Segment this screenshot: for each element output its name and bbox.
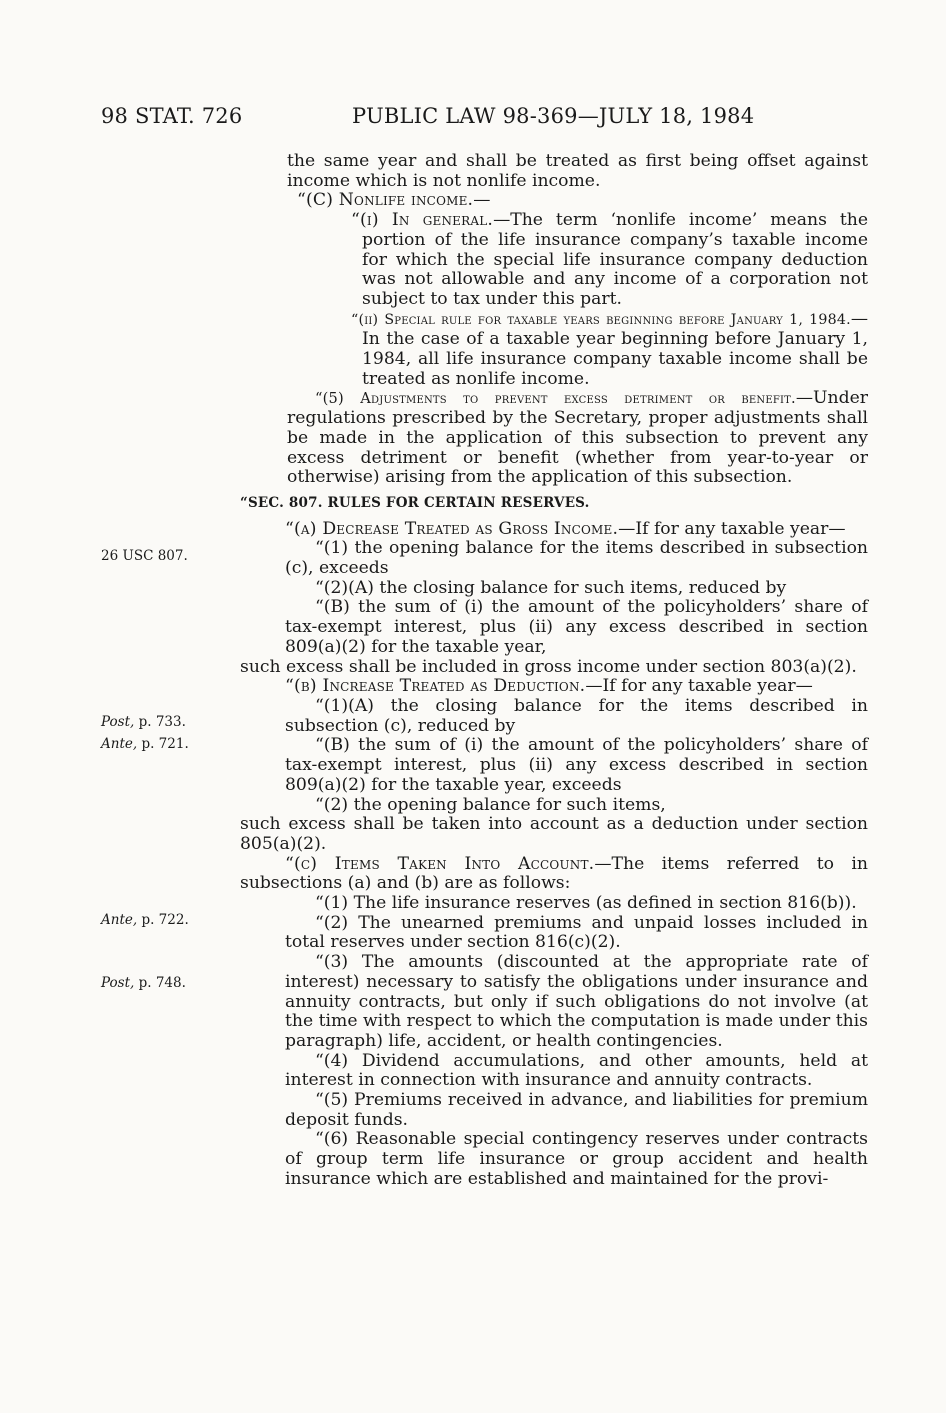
subsection-a: “(a) Decrease Treated as Gross Income.—If for any taxable year— bbox=[285, 518, 846, 539]
margin-note-ante-721: Ante, p. 721. bbox=[101, 736, 189, 752]
subsection-c-2: “(2) The unearned premiums and unpaid losses included in total reserves under section 816(c)(2). bbox=[285, 912, 868, 953]
paragraph-c-ii: “(ii) Special rule for taxable years beginning before January 1, 1984.—In the case of a taxable year beginning before January 1, 1984, all life insurance company taxable income shall be treated as nonlife income. bbox=[351, 308, 868, 389]
section-807-heading: “SEC. 807. RULES FOR CERTAIN RESERVES. bbox=[240, 494, 590, 511]
page-stat-number: 98 STAT. 726 bbox=[101, 104, 243, 128]
subsection-b-1A: “(1)(A) the closing balance for the items described in subsection (c), reduced by bbox=[285, 695, 868, 736]
subsection-b-2: “(2) the opening balance for such items, bbox=[315, 794, 666, 815]
margin-note-post-733: Post, p. 733. bbox=[101, 714, 186, 730]
statute-body bbox=[240, 152, 868, 1190]
paragraph-c-i: “(i) In general.—The term ‘nonlife income’ means the portion of the life insurance company’s taxable income for which the special life insurance company deduction was not allowable and any income of a corporation not subject to tax under this part. bbox=[351, 210, 868, 309]
subsection-a-1: “(1) the opening balance for the items described in subsection (c), exceeds bbox=[285, 538, 868, 579]
subsection-c-6: “(6) Reasonable special contingency reserves under contracts of group term life insurance or group accident and health insurance which are established and maintained for the provi- bbox=[285, 1129, 868, 1189]
margin-note-post-748: Post, p. 748. bbox=[101, 975, 186, 991]
subsection-a-2B: “(B) the sum of (i) the amount of the policyholders’ share of tax-exempt interest, plus (ii) any excess described in section 809(a)(2) for the taxable year, bbox=[285, 597, 868, 657]
subsection-c-3: “(3) The amounts (discounted at the appropriate rate of interest) necessary to satisfy the obligations under insurance and annuity contracts, but only if such obligations do not involve (at the time with respect to which the computation is made under this paragraph) life, accident, or health contingencies. bbox=[285, 952, 868, 1051]
paragraph-5: “(5) Adjustments to prevent excess detriment or benefit.—Under regulations prescribed by the Secretary, proper adjustments shall be made in the application of this subsection to prevent any excess detriment or benefit (whether from year-to-year or otherwise) arising from the application of this subsection. bbox=[287, 388, 868, 488]
margin-note-usc: 26 USC 807. bbox=[101, 548, 188, 564]
subsection-b: “(b) Increase Treated as Deduction.—If for any taxable year— bbox=[285, 676, 813, 697]
heading-nonlife-income: “(C) Nonlife income.— bbox=[297, 190, 491, 211]
subsection-b-1B: “(B) the sum of (i) the amount of the policyholders’ share of tax-exempt interest, plus (ii) any excess described in section 809(a)(2) for the taxable year, exceeds bbox=[285, 735, 868, 795]
subsection-b-end: such excess shall be taken into account as a deduction under section 805(a)(2). bbox=[240, 814, 868, 854]
page-title: PUBLIC LAW 98-369—JULY 18, 1984 bbox=[352, 104, 755, 128]
subsection-a-2A: “(2)(A) the closing balance for such items, reduced by bbox=[315, 577, 787, 598]
margin-note-ante-722: Ante, p. 722. bbox=[101, 912, 189, 928]
paragraph-continuation: the same year and shall be treated as first being offset against income which is not nonlife income. bbox=[287, 151, 868, 191]
subsection-a-end: such excess shall be included in gross income under section 803(a)(2). bbox=[240, 656, 857, 677]
subsection-c: “(c) Items Taken Into Account.—The items referred to in subsections (a) and (b) are as follows: bbox=[240, 853, 868, 894]
subsection-c-5: “(5) Premiums received in advance, and liabilities for premium deposit funds. bbox=[285, 1090, 868, 1130]
subsection-c-1: “(1) The life insurance reserves (as defined in section 816(b)). bbox=[315, 893, 857, 914]
subsection-c-4: “(4) Dividend accumulations, and other amounts, held at interest in connection with insurance and annuity contracts. bbox=[285, 1050, 868, 1091]
